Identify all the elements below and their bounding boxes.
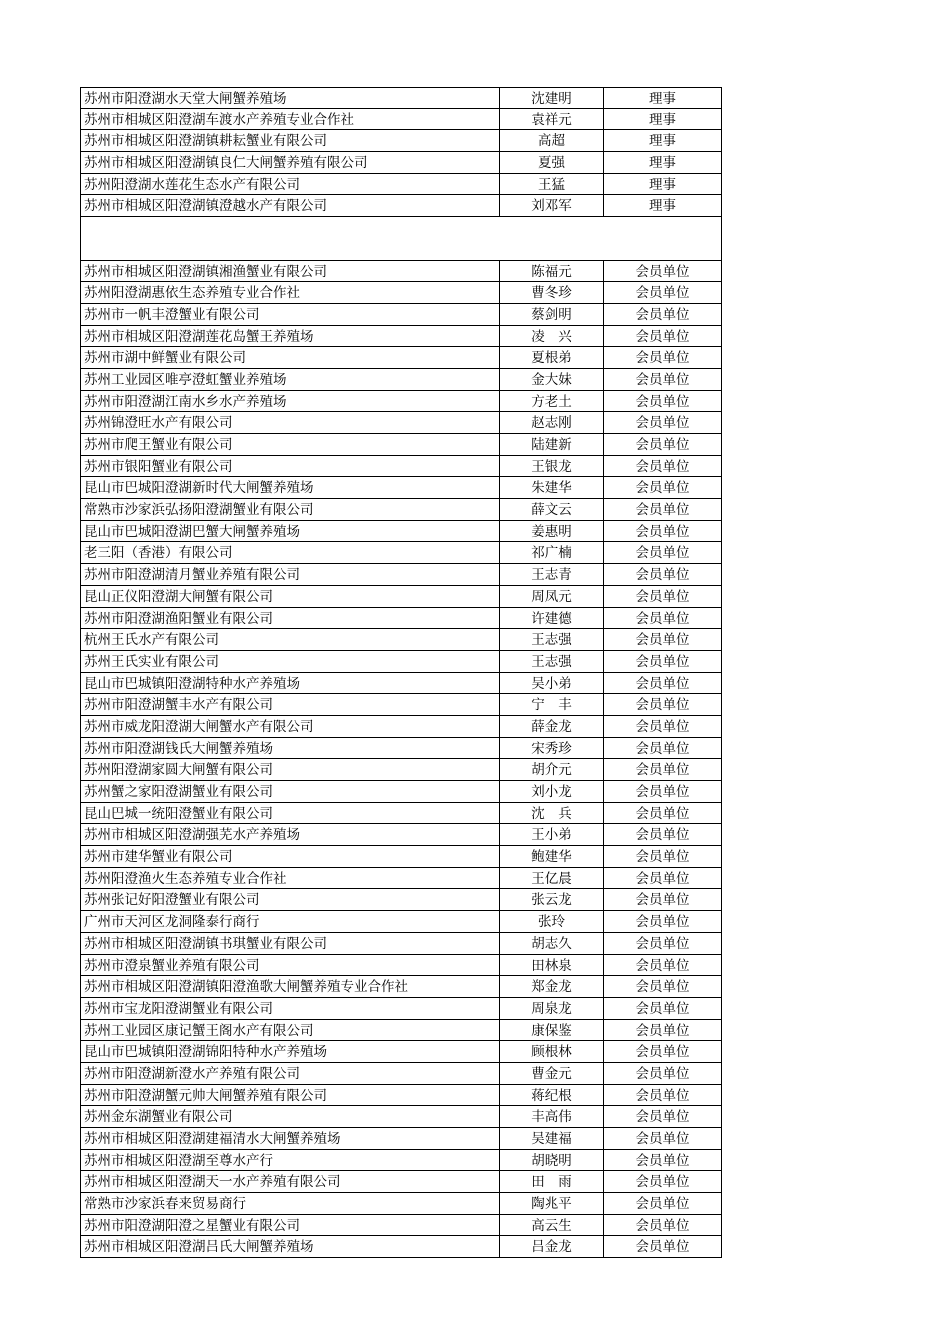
contact-person-cell: 沈建明 — [500, 88, 604, 108]
company-name-cell: 苏州市相城区阳澄湖车渡水产养殖专业合作社 — [81, 109, 500, 130]
contact-person-cell: 张云龙 — [500, 889, 604, 910]
table-row — [80, 889, 722, 911]
role-cell: 会员单位 — [635, 979, 690, 996]
company-name-cell: 苏州市相城区阳澄湖吕氏大闸蟹养殖场 — [81, 1236, 500, 1257]
company-name-cell: 苏州市相城区阳澄湖镇书琪蟹业有限公司 — [81, 933, 500, 954]
table-row — [80, 933, 722, 955]
company-name-cell: 苏州市相城区阳澄湖镇耕耘蟹业有限公司 — [81, 130, 500, 151]
contact-person-cell: 胡晓明 — [500, 1150, 604, 1171]
company-name-cell: 苏州市银阳蟹业有限公司 — [81, 456, 500, 477]
role-cell: 会员单位 — [635, 675, 690, 692]
company-name-cell: 苏州市相城区阳澄湖镇湘渔蟹业有限公司 — [81, 261, 500, 282]
table-row — [80, 803, 722, 825]
table-row — [80, 1106, 722, 1128]
contact-person-cell: 王银龙 — [500, 456, 604, 477]
contact-person-cell: 夏强 — [500, 152, 604, 173]
role-cell: 理事 — [649, 198, 676, 215]
role-cell: 理事 — [649, 91, 676, 107]
contact-person-cell: 凌 兴 — [500, 326, 604, 347]
contact-person-cell: 陆建新 — [500, 434, 604, 455]
role-cell: 理事 — [649, 176, 676, 193]
contact-person-cell: 蒋纪根 — [500, 1085, 604, 1106]
contact-person-cell: 王亿晨 — [500, 868, 604, 889]
table-row — [80, 998, 722, 1020]
table-row — [80, 673, 722, 695]
company-name-cell: 常熟市沙家浜春来贸易商行 — [81, 1193, 500, 1214]
table-row — [80, 326, 722, 348]
company-name-cell: 昆山巴城一统阳澄蟹业有限公司 — [81, 803, 500, 824]
company-name-cell: 昆山市巴城镇阳澄湖特种水产养殖场 — [81, 673, 500, 694]
role-cell: 会员单位 — [635, 285, 690, 302]
role-cell: 会员单位 — [635, 567, 690, 584]
company-name-cell: 苏州蟹之家阳澄湖蟹业有限公司 — [81, 781, 500, 802]
table-row — [80, 1150, 722, 1172]
table-row — [80, 152, 722, 174]
role-cell: 会员单位 — [635, 935, 690, 952]
company-name-cell: 苏州市阳澄湖清月蟹业养殖有限公司 — [81, 564, 500, 585]
role-cell: 理事 — [649, 133, 676, 150]
company-name-cell: 苏州市阳澄湖水天堂大闸蟹养殖场 — [81, 88, 500, 108]
company-name-cell: 苏州阳澄渔火生态养殖专业合作社 — [81, 868, 500, 889]
contact-person-cell: 高云生 — [500, 1215, 604, 1236]
company-name-cell: 苏州市相城区阳澄湖强芜水产养殖场 — [81, 824, 500, 845]
contact-person-cell: 郑金龙 — [500, 976, 604, 997]
directors-section — [80, 87, 722, 217]
contact-person-cell: 蔡剑明 — [500, 304, 604, 325]
contact-person-cell: 高超 — [500, 130, 604, 151]
contact-person-cell: 刘邓军 — [500, 195, 604, 216]
table-row — [80, 434, 722, 456]
contact-person-cell: 方老土 — [500, 391, 604, 412]
contact-person-cell: 王志青 — [500, 564, 604, 585]
company-name-cell: 苏州阳澄湖家圆大闸蟹有限公司 — [81, 759, 500, 780]
table-row — [80, 412, 722, 434]
contact-person-cell: 祁广楠 — [500, 542, 604, 563]
contact-person-cell: 王猛 — [500, 174, 604, 195]
table-row — [80, 694, 722, 716]
table-row — [80, 976, 722, 998]
role-cell: 会员单位 — [635, 458, 690, 475]
table-row — [80, 651, 722, 673]
company-name-cell: 杭州王氏水产有限公司 — [81, 629, 500, 650]
role-cell: 会员单位 — [635, 350, 690, 367]
company-name-cell: 苏州张记好阳澄蟹业有限公司 — [81, 889, 500, 910]
table-row — [80, 282, 722, 304]
company-name-cell: 苏州市阳澄湖蟹丰水产有限公司 — [81, 694, 500, 715]
company-name-cell: 苏州市一帆丰澄蟹业有限公司 — [81, 304, 500, 325]
role-cell: 会员单位 — [635, 393, 690, 410]
table-row — [80, 109, 722, 131]
table-row — [80, 781, 722, 803]
role-cell: 会员单位 — [635, 632, 690, 649]
role-cell: 会员单位 — [635, 653, 690, 670]
role-cell: 会员单位 — [635, 740, 690, 757]
contact-person-cell: 周凤元 — [500, 586, 604, 607]
role-cell: 会员单位 — [635, 1196, 690, 1213]
role-cell: 会员单位 — [635, 1174, 690, 1191]
contact-person-cell: 周泉龙 — [500, 998, 604, 1019]
role-cell: 会员单位 — [635, 718, 690, 735]
company-name-cell: 苏州市相城区阳澄湖建福清水大闸蟹养殖场 — [81, 1128, 500, 1149]
company-name-cell: 昆山市巴城阳澄湖新时代大闸蟹养殖场 — [81, 477, 500, 498]
table-row — [80, 369, 722, 391]
role-cell: 理事 — [649, 155, 676, 172]
table-row — [80, 1041, 722, 1063]
table-row — [80, 1193, 722, 1215]
table-row — [80, 87, 722, 109]
role-cell: 会员单位 — [635, 480, 690, 497]
contact-person-cell: 薛文云 — [500, 499, 604, 520]
role-cell: 会员单位 — [635, 1044, 690, 1061]
company-name-cell: 苏州锦澄旺水产有限公司 — [81, 412, 500, 433]
table-row — [80, 629, 722, 651]
contact-person-cell: 宋秀珍 — [500, 738, 604, 759]
table-row — [80, 456, 722, 478]
role-cell: 会员单位 — [635, 1217, 690, 1234]
role-cell: 会员单位 — [635, 1109, 690, 1126]
table-row — [80, 586, 722, 608]
role-cell: 理事 — [649, 111, 676, 128]
company-name-cell: 苏州市相城区阳澄湖镇良仁大闸蟹养殖有限公司 — [81, 152, 500, 173]
role-cell: 会员单位 — [635, 502, 690, 519]
table-row — [80, 521, 722, 543]
table-row — [80, 1236, 722, 1258]
role-cell: 会员单位 — [635, 805, 690, 822]
table-row — [80, 1171, 722, 1193]
members-section — [80, 261, 722, 1259]
table-row — [80, 391, 722, 413]
company-name-cell: 苏州市澄泉蟹业养殖有限公司 — [81, 955, 500, 976]
role-cell: 会员单位 — [635, 784, 690, 801]
role-cell: 会员单位 — [635, 1152, 690, 1169]
contact-person-cell: 许建德 — [500, 608, 604, 629]
role-cell: 会员单位 — [635, 523, 690, 540]
role-cell: 会员单位 — [635, 545, 690, 562]
contact-person-cell: 夏根弟 — [500, 347, 604, 368]
contact-person-cell: 刘小龙 — [500, 781, 604, 802]
table-row — [80, 1063, 722, 1085]
table-row — [80, 716, 722, 738]
contact-person-cell: 吕金龙 — [500, 1236, 604, 1257]
table-row — [80, 130, 722, 152]
contact-person-cell: 田林泉 — [500, 955, 604, 976]
table-row — [80, 347, 722, 369]
contact-person-cell: 丰高伟 — [500, 1106, 604, 1127]
contact-person-cell: 宁 丰 — [500, 694, 604, 715]
role-cell: 会员单位 — [635, 849, 690, 866]
table-row — [80, 1128, 722, 1150]
contact-person-cell: 吴小弟 — [500, 673, 604, 694]
contact-person-cell: 袁祥元 — [500, 109, 604, 130]
table-row — [80, 824, 722, 846]
company-name-cell: 昆山正仪阳澄湖大闸蟹有限公司 — [81, 586, 500, 607]
contact-person-cell: 薛金龙 — [500, 716, 604, 737]
company-name-cell: 苏州工业园区唯亭澄虹蟹业养殖场 — [81, 369, 500, 390]
contact-person-cell: 田 雨 — [500, 1171, 604, 1192]
contact-person-cell: 曹冬珍 — [500, 282, 604, 303]
company-name-cell: 苏州市阳澄湖阳澄之星蟹业有限公司 — [81, 1215, 500, 1236]
role-cell: 会员单位 — [635, 437, 690, 454]
contact-person-cell: 曹金元 — [500, 1063, 604, 1084]
company-name-cell: 苏州市阳澄湖新澄水产养殖有限公司 — [81, 1063, 500, 1084]
role-cell: 会员单位 — [635, 371, 690, 388]
company-name-cell: 苏州市威龙阳澄湖大闸蟹水产有限公司 — [81, 716, 500, 737]
table-row — [80, 1215, 722, 1237]
table-row — [80, 564, 722, 586]
contact-person-cell: 赵志刚 — [500, 412, 604, 433]
table-row — [80, 195, 722, 217]
company-name-cell: 苏州市阳澄湖钱氏大闸蟹养殖场 — [81, 738, 500, 759]
role-cell: 会员单位 — [635, 610, 690, 627]
table-row — [80, 1085, 722, 1107]
contact-person-cell: 鲍建华 — [500, 846, 604, 867]
role-cell: 会员单位 — [635, 588, 690, 605]
company-name-cell: 苏州王氏实业有限公司 — [81, 651, 500, 672]
contact-person-cell: 朱建华 — [500, 477, 604, 498]
company-name-cell: 苏州市宝龙阳澄湖蟹业有限公司 — [81, 998, 500, 1019]
company-name-cell: 苏州市相城区阳澄湖镇阳澄渔歌大闸蟹养殖专业合作社 — [81, 976, 500, 997]
role-cell: 会员单位 — [635, 914, 690, 931]
role-cell: 会员单位 — [635, 870, 690, 887]
company-name-cell: 昆山市巴城阳澄湖巴蟹大闸蟹养殖场 — [81, 521, 500, 542]
company-name-cell: 苏州阳澄湖惠依生态养殖专业合作社 — [81, 282, 500, 303]
table-row — [80, 868, 722, 890]
company-name-cell: 苏州市阳澄湖渔阳蟹业有限公司 — [81, 608, 500, 629]
company-name-cell: 苏州工业园区康记蟹王阁水产有限公司 — [81, 1020, 500, 1041]
company-name-cell: 老三阳（香港）有限公司 — [81, 542, 500, 563]
contact-person-cell: 沈 兵 — [500, 803, 604, 824]
role-cell: 会员单位 — [635, 1239, 690, 1256]
contact-person-cell: 王志强 — [500, 629, 604, 650]
company-name-cell: 广州市天河区龙洞隆泰行商行 — [81, 911, 500, 932]
company-name-cell: 苏州阳澄湖水莲花生态水产有限公司 — [81, 174, 500, 195]
table-row — [80, 608, 722, 630]
table-row — [80, 174, 722, 196]
table-row — [80, 1020, 722, 1042]
company-name-cell: 苏州市建华蟹业有限公司 — [81, 846, 500, 867]
role-cell: 会员单位 — [635, 415, 690, 432]
role-cell: 会员单位 — [635, 306, 690, 323]
company-name-cell: 苏州市相城区阳澄湖莲花岛蟹王养殖场 — [81, 326, 500, 347]
section-gap — [80, 217, 722, 260]
table-row — [80, 846, 722, 868]
company-name-cell: 苏州市湖中鲜蟹业有限公司 — [81, 347, 500, 368]
contact-person-cell: 康保鉴 — [500, 1020, 604, 1041]
contact-person-cell: 顾根林 — [500, 1041, 604, 1062]
contact-person-cell: 王志强 — [500, 651, 604, 672]
role-cell: 会员单位 — [635, 263, 690, 280]
table-row — [80, 759, 722, 781]
contact-person-cell: 胡志久 — [500, 933, 604, 954]
table-row — [80, 304, 722, 326]
role-cell: 会员单位 — [635, 1131, 690, 1148]
role-cell: 会员单位 — [635, 957, 690, 974]
table-row — [80, 955, 722, 977]
company-name-cell: 苏州市相城区阳澄湖至尊水产行 — [81, 1150, 500, 1171]
contact-person-cell: 陈福元 — [500, 261, 604, 282]
company-name-cell: 苏州市相城区阳澄湖天一水产养殖有限公司 — [81, 1171, 500, 1192]
company-name-cell: 苏州市阳澄湖蟹元帅大闸蟹养殖有限公司 — [81, 1085, 500, 1106]
role-cell: 会员单位 — [635, 1087, 690, 1104]
table-row — [80, 738, 722, 760]
role-cell: 会员单位 — [635, 1065, 690, 1082]
table-row — [80, 261, 722, 283]
table-row — [80, 911, 722, 933]
role-cell: 会员单位 — [635, 328, 690, 345]
company-name-cell: 苏州市相城区阳澄湖镇澄越水产有限公司 — [81, 195, 500, 216]
table-row — [80, 477, 722, 499]
company-name-cell: 苏州市爬王蟹业有限公司 — [81, 434, 500, 455]
member-table — [80, 87, 722, 1258]
role-cell: 会员单位 — [635, 697, 690, 714]
role-cell: 会员单位 — [635, 762, 690, 779]
table-row — [80, 542, 722, 564]
contact-person-cell: 姜惠明 — [500, 521, 604, 542]
table-row — [80, 499, 722, 521]
contact-person-cell: 吴建福 — [500, 1128, 604, 1149]
company-name-cell: 苏州市阳澄湖江南水乡水产养殖场 — [81, 391, 500, 412]
contact-person-cell: 金大妹 — [500, 369, 604, 390]
contact-person-cell: 陶兆平 — [500, 1193, 604, 1214]
role-cell: 会员单位 — [635, 892, 690, 909]
contact-person-cell: 胡介元 — [500, 759, 604, 780]
role-cell: 会员单位 — [635, 1000, 690, 1017]
contact-person-cell: 王小弟 — [500, 824, 604, 845]
role-cell: 会员单位 — [635, 1022, 690, 1039]
company-name-cell: 常熟市沙家浜弘扬阳澄湖蟹业有限公司 — [81, 499, 500, 520]
company-name-cell: 苏州金东湖蟹业有限公司 — [81, 1106, 500, 1127]
company-name-cell: 昆山市巴城镇阳澄湖锦阳特种水产养殖场 — [81, 1041, 500, 1062]
role-cell: 会员单位 — [635, 827, 690, 844]
contact-person-cell: 张玲 — [500, 911, 604, 932]
